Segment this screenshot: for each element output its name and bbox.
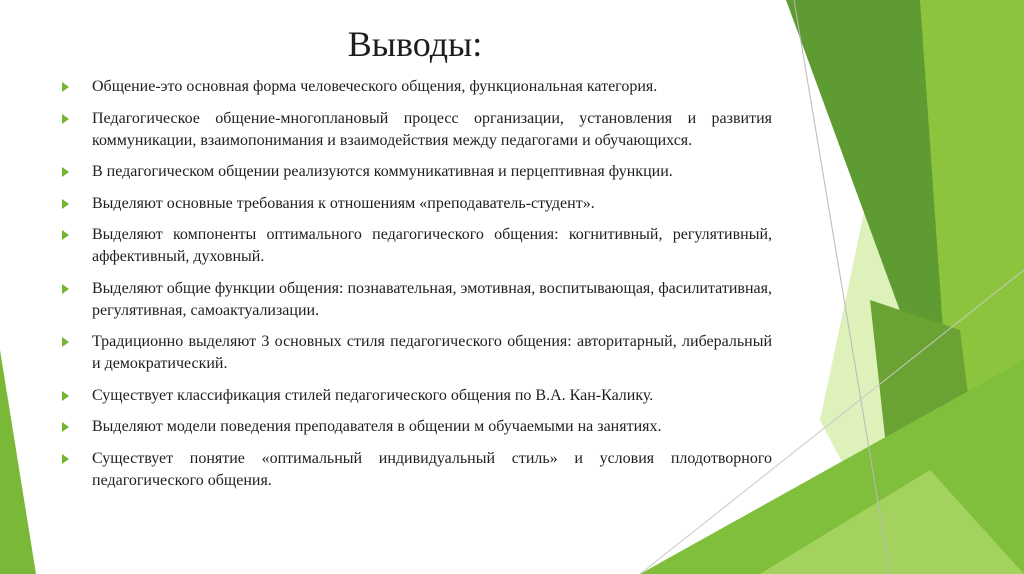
bullet-text: Традиционно выделяют 3 основных стиля педагогического общения: авторитарный, либеральный и демократический. bbox=[92, 333, 772, 372]
bullet-item bbox=[62, 224, 772, 268]
bullet-arrow-icon bbox=[62, 284, 69, 294]
bullet-item bbox=[62, 278, 772, 322]
bullet-item bbox=[62, 193, 772, 215]
bullet-arrow-icon bbox=[62, 391, 69, 401]
bullet-text: Выделяют модели поведения преподавателя в общении м обучаемыми на занятиях. bbox=[92, 418, 662, 435]
bullet-text: Выделяют компоненты оптимального педагогического общения: когнитивный, регулятивный, аффективный, духовный. bbox=[92, 226, 772, 265]
bullet-arrow-icon bbox=[62, 422, 69, 432]
bullet-arrow-icon bbox=[62, 82, 69, 92]
bullet-text: Существует понятие «оптимальный индивидуальный стиль» и условия плодотворного педагогического общения. bbox=[92, 449, 772, 489]
bullet-arrow-icon bbox=[62, 199, 69, 209]
bullet-item bbox=[62, 161, 772, 183]
bullet-arrow-icon bbox=[62, 114, 69, 124]
bullet-item bbox=[62, 108, 772, 152]
bullet-list bbox=[62, 76, 772, 501]
bullet-arrow-icon bbox=[62, 167, 69, 177]
bullet-arrow-icon bbox=[62, 337, 69, 347]
bullet-text: Выделяют общие функции общения: познавательная, эмотивная, воспитывающая, фасилитативная, регулятивная, самоактуализации. bbox=[92, 279, 772, 319]
bullet-text: Существует классификация стилей педагогического общения по В.А. Кан-Калику. bbox=[92, 386, 654, 404]
bullet-arrow-icon bbox=[62, 454, 69, 464]
bullet-text: Общение-это основная форма человеческого общения, функциональная категория. bbox=[92, 78, 658, 95]
bullet-item bbox=[62, 331, 772, 375]
bullet-text: Педагогическое общение-многоплановый процесс организации, установления и развития коммуникации, взаимопонимания и взаимодействия между педагогами и обучающихся. bbox=[92, 109, 772, 149]
bullet-text: В педагогическом общении реализуются коммуникативная и перцептивная функции. bbox=[92, 163, 673, 180]
bullet-text: Выделяют основные требования к отношениям «преподаватель-студент». bbox=[92, 194, 595, 212]
bullet-item bbox=[62, 76, 772, 98]
bullet-item bbox=[62, 448, 772, 492]
slide-title: Выводы: bbox=[347, 24, 483, 64]
bullet-item bbox=[62, 416, 772, 438]
bullet-arrow-icon bbox=[62, 230, 69, 240]
left-green-strip bbox=[0, 350, 36, 574]
bullet-item bbox=[62, 385, 772, 407]
